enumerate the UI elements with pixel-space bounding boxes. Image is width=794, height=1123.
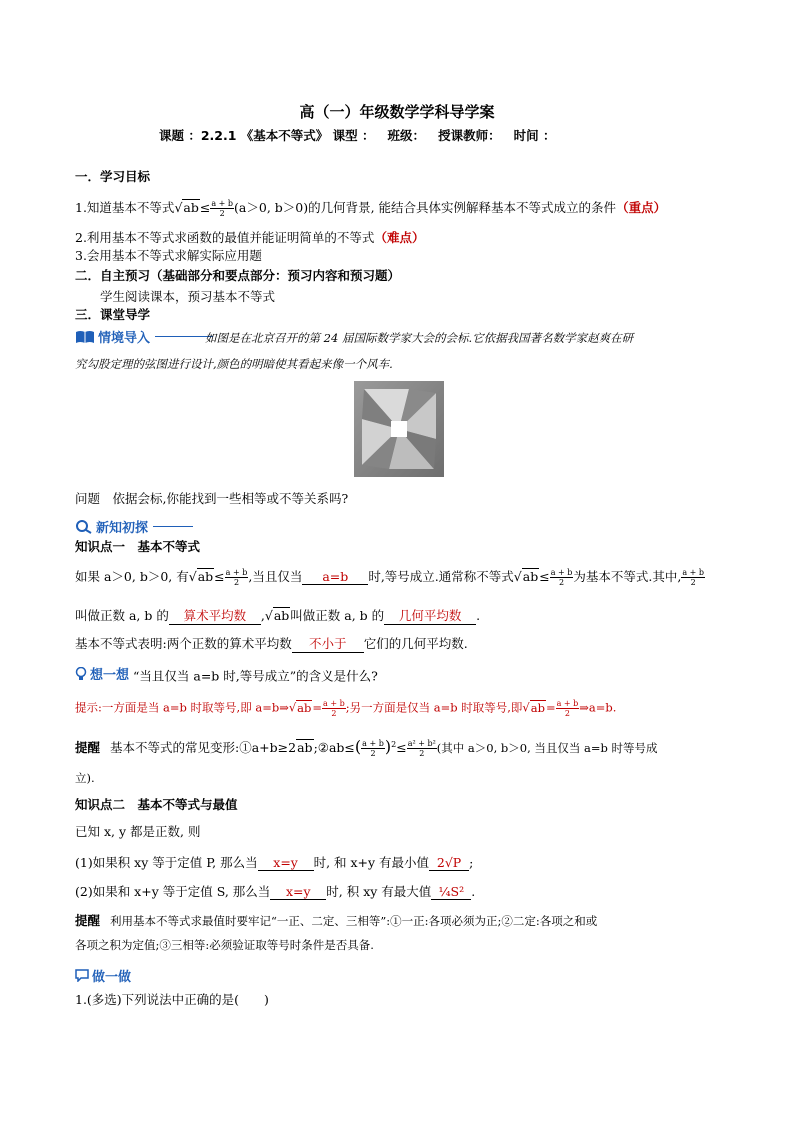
lightbulb-icon xyxy=(75,667,87,681)
answer-blank-arithmetic xyxy=(169,606,261,625)
answer-blank-1b xyxy=(429,855,469,871)
kp1-line-1: 如果 a＞0, b＞0, 有√ab≤ $\frac{a + b}{2}$ ,当且仅当 a=b 时,等号成立.通常称不等式√ab≤ $\frac{a + b}{2}$ 为基本不等式.其中, $\frac{a + b}{2}$ xyxy=(75,568,705,587)
kp1-text-d: 为基本不等式.其中, xyxy=(573,569,682,584)
kp1-line2-text-a: 叫做正数 a, b 的 xyxy=(75,608,169,623)
answer-2a: x=y xyxy=(285,884,311,899)
item-2-text-c: . xyxy=(471,884,476,899)
kp1-line3-text-a: 基本不等式表明:两个正数的算术平均数 xyxy=(75,636,292,651)
answer-blank-equality xyxy=(302,569,368,585)
objective-1-text-a: 1.知道基本不等式 xyxy=(75,200,175,215)
badge-situation-intro xyxy=(75,327,213,346)
item-1 xyxy=(75,853,473,871)
intro-line-2: 究勾股定理的弦图进行设计,颜色的明暗使其看起来像一个风车. xyxy=(75,357,393,371)
magnifier-book-icon xyxy=(75,520,93,534)
remind-label: 提醒 xyxy=(75,740,101,755)
chat-icon xyxy=(75,969,89,982)
hint-text-c: ⇒a=b. xyxy=(579,700,617,715)
remind2-line-2: 各项之积为定值;③三相等:必须验证取等号时条件是否具备. xyxy=(75,938,374,952)
answer-blank-not-less xyxy=(292,634,364,653)
badge-practice xyxy=(75,966,131,985)
answer-2b: ¼S² xyxy=(438,884,465,899)
inequality-formula: √ab≤ $\frac{a + b}{2}$ xyxy=(174,199,234,218)
objective-3: 3.会用基本不等式求解实际应用题 xyxy=(75,248,262,263)
question-line: 问题 依据会标,你能找到一些相等或不等关系吗? xyxy=(75,491,349,506)
knowledge-point-2: 知识点二 基本不等式与最值 xyxy=(75,797,238,812)
remind2-line-1 xyxy=(75,911,597,929)
think-badge xyxy=(75,664,129,683)
item-1-text-a: (1)如果积 xy 等于定值 P, 那么当 xyxy=(75,855,258,870)
badge-situation-intro-label: 情境导入 xyxy=(98,331,151,346)
hint-text-a: 提示:一方面是当 a=b 时取等号,即 a=b⇒ xyxy=(75,700,289,715)
intro-line-1: 如图是在北京召开的第 24 届国际数学家大会的会标.它依据我国著名数学家赵爽在研 xyxy=(205,331,634,345)
kp1-line3-text-b: 它们的几何平均数. xyxy=(363,636,468,651)
meta-line: 课题 ：2.2.1 《基本不等式》 课型 ： 班级： 授课教师： 时间 ： xyxy=(159,128,556,143)
kp1-line-2: 叫做正数 a, b 的 算术平均数 ,√ab叫做正数 a, b 的 几何平均数 . xyxy=(75,608,481,623)
answer-blank-2a xyxy=(270,884,326,900)
remind2-text-a: 利用基本不等式求最值时要牢记“一正、二定、三相等”:①一正:各项必须为正;②二定:各项之和或 xyxy=(110,914,598,928)
kp1-line2-text-b: , xyxy=(260,608,265,623)
item-2-text-a: (2)如果和 x+y 等于定值 S, 那么当 xyxy=(75,884,271,899)
page-title: 高（一）年级数学学科导学案 xyxy=(299,103,495,121)
kp1-text-c: 时,等号成立.通常称不等式 xyxy=(368,569,514,584)
remind-text-b: ;②ab≤ xyxy=(313,740,355,755)
objective-1-text-b: (a＞0, b＞0)的几何背景, 能结合具体实例解释基本不等式成立的条件 xyxy=(234,200,617,215)
given-line: 已知 x, y 都是正数, 则 xyxy=(75,824,201,839)
think-question: “当且仅当 a=b 时,等号成立”的含义是什么? xyxy=(133,668,378,684)
kp1-line-3 xyxy=(75,634,468,653)
think-row xyxy=(75,664,378,685)
kp1-text-b: ,当且仅当 xyxy=(248,569,303,584)
preview-text: 学生阅读课本，预习基本不等式 xyxy=(100,289,276,304)
congress-emblem-image xyxy=(354,381,444,477)
book-icon xyxy=(75,330,95,344)
answer-equality: a=b xyxy=(322,569,349,584)
badge-practice-label: 做一做 xyxy=(92,970,132,985)
answer-geometric-mean: 几何平均数 xyxy=(398,608,462,623)
objective-2-text: 2.利用基本不等式求函数的最值并能证明简单的不等式 xyxy=(75,230,375,245)
answer-1a: x=y xyxy=(273,855,298,870)
section-heading-preview: 二．自主预习（基础部分和要点部分：预习内容和预习题） xyxy=(75,268,401,283)
answer-blank-geometric xyxy=(384,606,476,625)
think-badge-label: 想一想 xyxy=(90,668,130,683)
remind-text-c: (其中 a＞0, b＞0, 当且仅当 a=b 时等号成 xyxy=(436,741,658,755)
badge-new-knowledge-label: 新知初探 xyxy=(96,521,149,536)
item-1-text-b: 时, 和 x+y 有最小值 xyxy=(313,855,430,870)
answer-1b: 2√P xyxy=(436,855,462,870)
remind-line-1: 提醒 基本不等式的常见变形:①a+b≥2ab;②ab≤( $\frac{a + b}{2}$ )$^2$≤ $\frac{\text{a² + b²}}{2}$ (其中 a＞0, b＞0, 当且仅当 a=b 时等号成 xyxy=(75,737,658,758)
objective-2 xyxy=(75,228,424,246)
kp1-text-a: 如果 a＞0, b＞0, 有 xyxy=(75,569,189,584)
hint-line: 提示:一方面是当 a=b 时取等号,即 a=b⇒√ab= $\frac{a + b}{2}$ ;另一方面是仅当 a=b 时取等号,即√ab= $\frac{a + b}{2}$ ⇒a=b. xyxy=(75,699,617,718)
section-heading-objectives: 一．学习目标 xyxy=(75,169,151,184)
objective-1 xyxy=(75,198,666,218)
key-point-tag: （重点） xyxy=(616,200,667,215)
answer-blank-1a xyxy=(258,855,314,871)
section-heading-guidance: 三．课堂导学 xyxy=(75,307,151,322)
question-1: 1.(多选)下列说法中正确的是( ) xyxy=(75,992,269,1007)
answer-arithmetic-mean: 算术平均数 xyxy=(183,608,247,623)
remind-line-2: 立). xyxy=(75,771,95,785)
hint-text-b: ;另一方面是仅当 a=b 时取等号,即 xyxy=(345,700,523,715)
kp1-line2-text-c: 叫做正数 a, b 的 xyxy=(290,608,385,623)
item-2-text-b: 时, 积 xy 有最大值 xyxy=(326,884,432,899)
difficulty-tag: （难点） xyxy=(374,230,425,245)
badge-new-knowledge xyxy=(75,517,193,536)
answer-not-less-than: 不小于 xyxy=(308,636,347,651)
knowledge-point-1: 知识点一 基本不等式 xyxy=(75,539,201,554)
remind-text-a: 基本不等式的常见变形:①a+b≥2 xyxy=(110,740,297,755)
remind2-label: 提醒 xyxy=(75,913,101,928)
answer-blank-2b xyxy=(431,884,471,900)
item-1-text-c: ; xyxy=(469,855,474,870)
item-2 xyxy=(75,882,475,900)
